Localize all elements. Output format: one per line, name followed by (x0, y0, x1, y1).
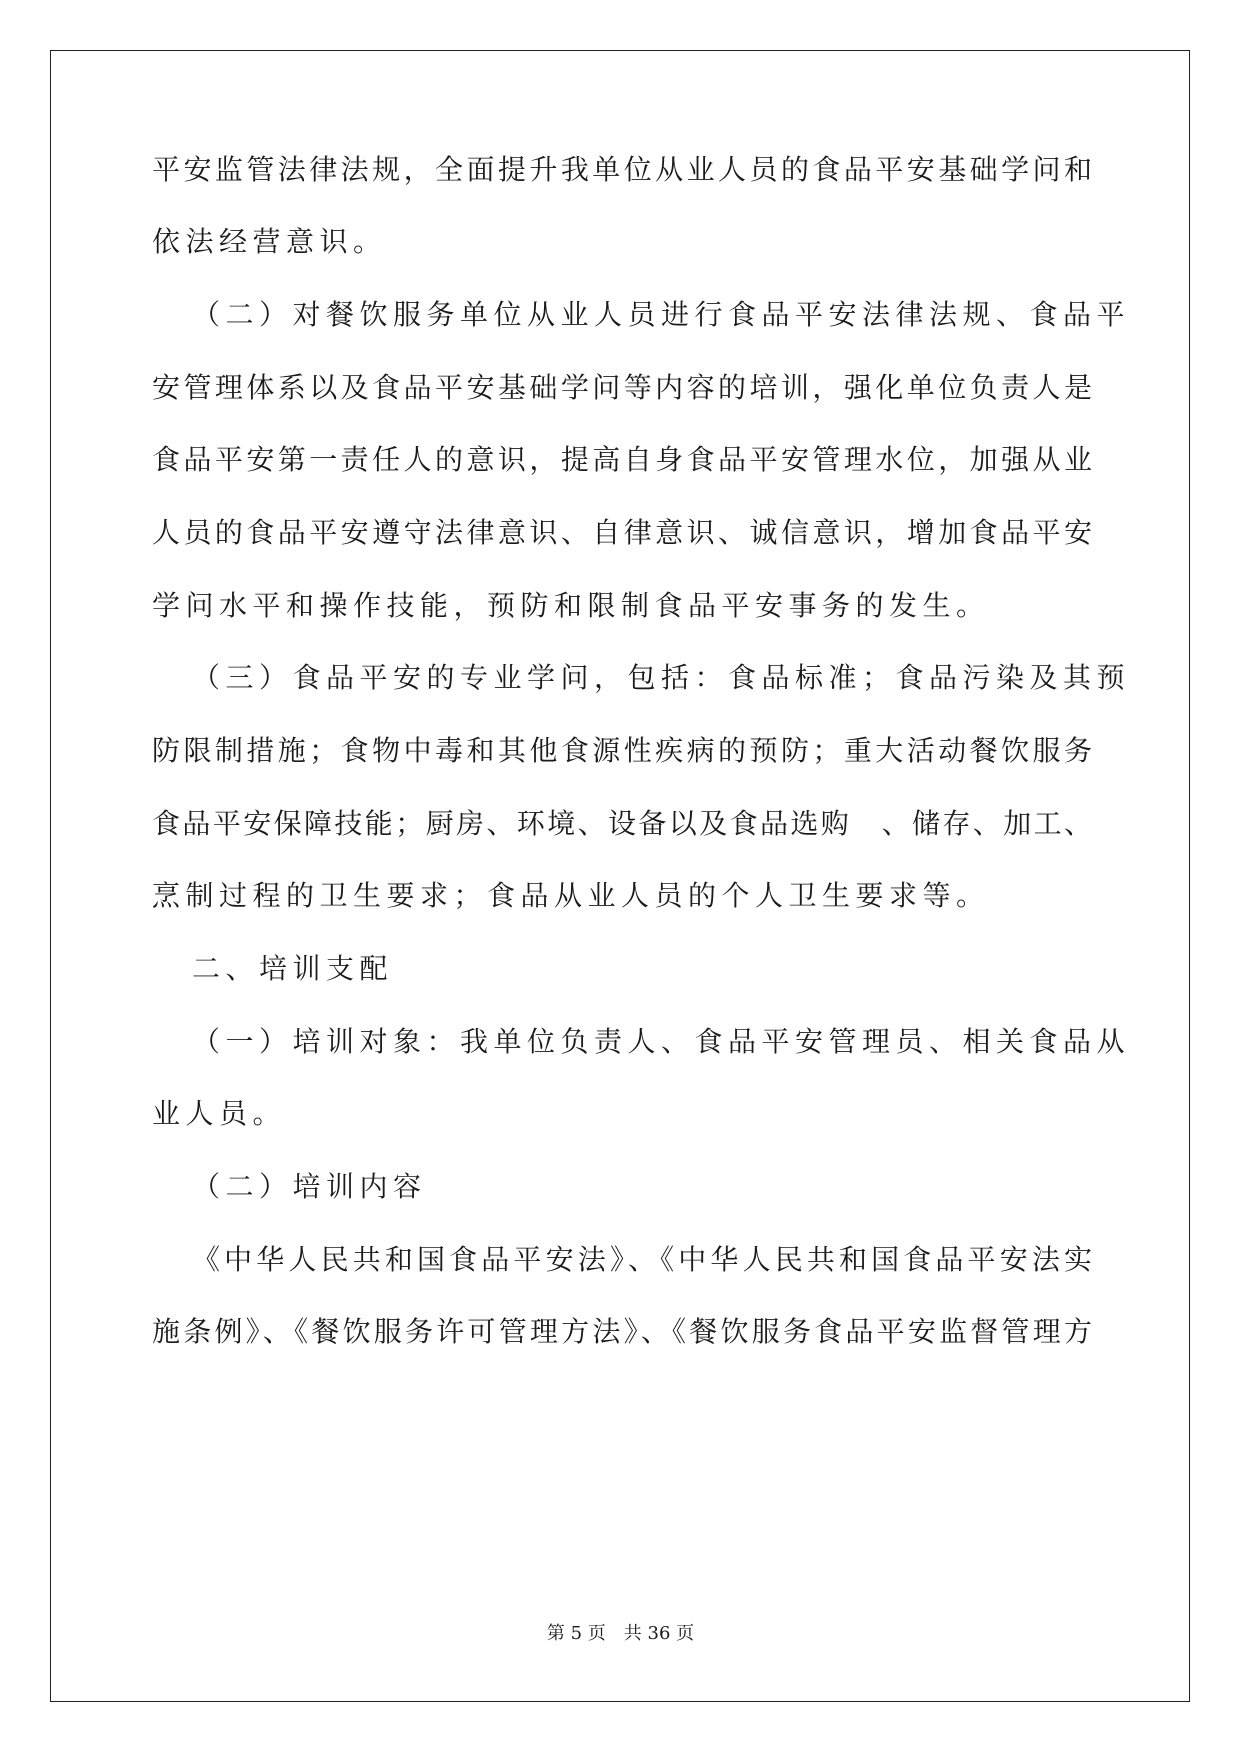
text-line: 平安监管法律法规，全面提升我单位从业人员的食品平安基础学问和 (152, 153, 1092, 186)
subsection-heading: （二）培训内容 (192, 1170, 427, 1203)
paragraph-first-line: （二）对餐饮服务单位从业人员进行食品平安法律法规、食品平 (192, 298, 1131, 331)
paragraph-first-line: 《中华人民共和国食品平安法》、《中华人民共和国食品平安法实 (192, 1243, 1092, 1276)
text-line: 学问水平和操作技能，预防和限制食品平安事务的发生。 (152, 589, 990, 622)
text-line: 依法经营意识。 (152, 225, 387, 258)
text-line: 安管理体系以及食品平安基础学问等内容的培训，强化单位负责人是 (152, 371, 1092, 404)
text-line: 烹制过程的卫生要求；食品从业人员的个人卫生要求等。 (152, 879, 990, 912)
text-line: 业人员。 (152, 1097, 287, 1130)
text-line: 食品平安第一责任人的意识，提高自身食品平安管理水位，加强从业 (152, 443, 1092, 476)
paragraph-first-line: （三）食品平安的专业学问，包括：食品标准；食品污染及其预 (192, 661, 1131, 694)
section-heading: 二、培训支配 (192, 952, 394, 985)
paragraph-first-line: （一）培训对象：我单位负责人、食品平安管理员、相关食品从 (192, 1025, 1131, 1058)
page-footer: 第 5 页 共 36 页 (546, 1623, 695, 1644)
text-line: 人员的食品平安遵守法律意识、自律意识、诚信意识，增加食品平安 (152, 516, 1092, 549)
text-line: 施条例》、《餐饮服务许可管理方法》、《餐饮服务食品平安监督管理方 (152, 1315, 1092, 1348)
text-line: 食品平安保障技能；厨房、环境、设备以及食品选购 、储存、加工、 (152, 807, 1092, 840)
text-line: 防限制措施；食物中毒和其他食源性疾病的预防；重大活动餐饮服务 (152, 734, 1092, 767)
